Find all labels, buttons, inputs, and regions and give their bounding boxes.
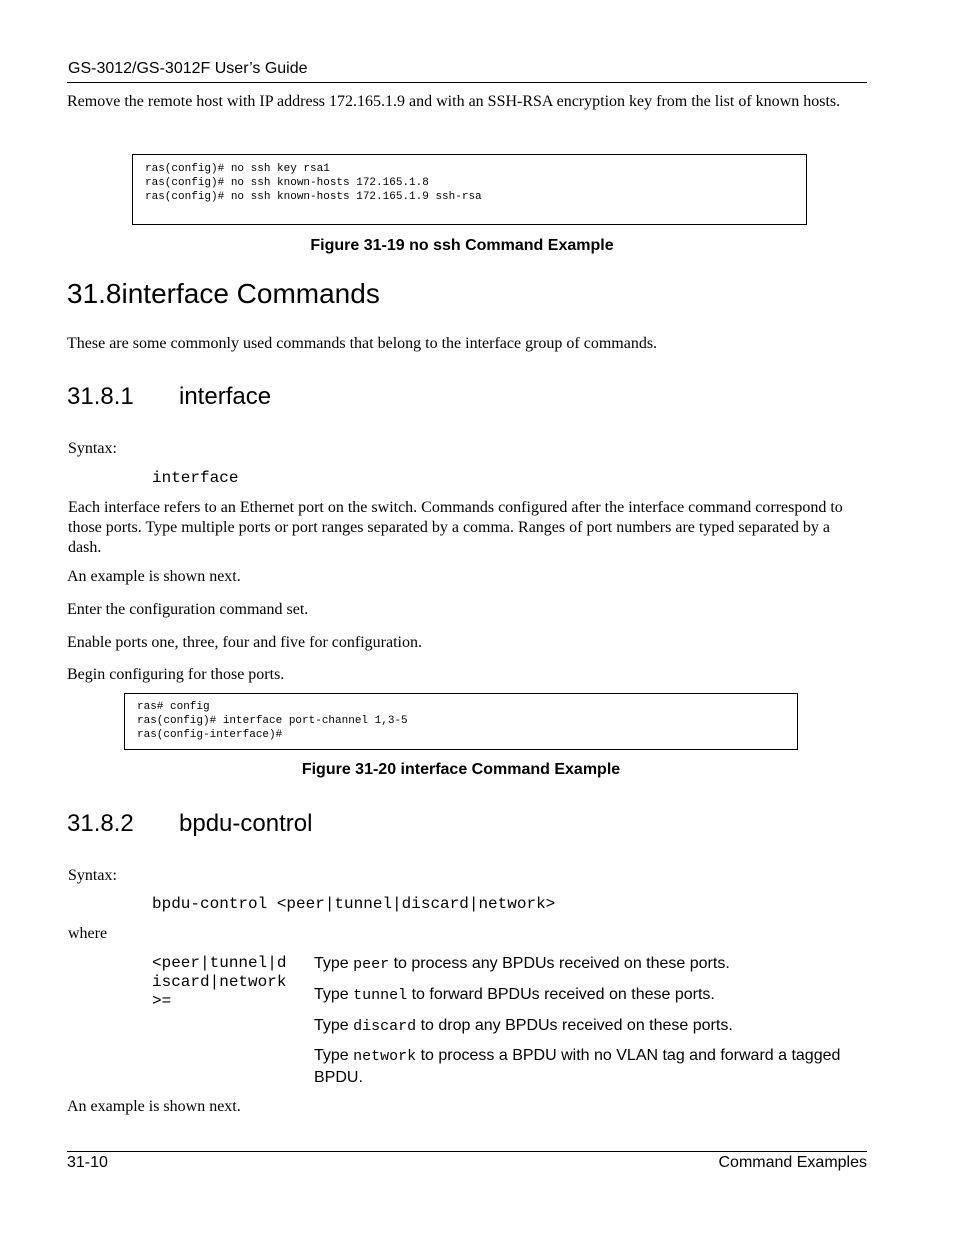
desc-text: to process any BPDUs received on these ports.	[389, 955, 730, 972]
code-line: ras(config)# no ssh key rsa1	[145, 163, 330, 175]
example-intro: An example is shown next.	[67, 568, 241, 585]
example-step: Begin configuring for those ports.	[67, 666, 285, 683]
desc-keyword: tunnel	[353, 987, 408, 1004]
desc-text: Type	[314, 955, 354, 972]
code-box-figure-20	[124, 693, 798, 750]
page-number: 31-10	[67, 1154, 108, 1171]
parameter-description-network	[314, 1045, 854, 1088]
section-31-8-heading: 31.8interface Commands	[67, 278, 380, 309]
parameter-name: iscard|network	[152, 973, 287, 991]
parameter-name: <peer|tunnel|d	[152, 954, 287, 972]
code-line: ras(config)# no ssh known-hosts 172.165.1.8	[145, 177, 429, 189]
footer-rule	[67, 1151, 867, 1152]
parameter-description-peer	[314, 953, 854, 975]
desc-keyword: discard	[353, 1018, 417, 1035]
section-31-8-intro: These are some commonly used commands that belong to the interface group of commands.	[67, 335, 658, 352]
example-intro: An example is shown next.	[67, 1098, 241, 1115]
figure-20-caption: Figure 31-20 interface Command Example	[301, 761, 621, 778]
code-box-figure-19	[132, 154, 807, 225]
desc-text: Type	[314, 1017, 354, 1034]
code-line: ras(config)# interface port-channel 1,3-5	[137, 715, 408, 727]
intro-paragraph: Remove the remote host with IP address 172.165.1.9 and with an SSH-RSA encryption key from the list of known hosts.	[67, 93, 841, 110]
code-line: ras(config-interface)#	[137, 729, 283, 741]
desc-text: Type	[314, 986, 354, 1003]
syntax-command: bpdu-control <peer|tunnel|discard|network>	[152, 895, 556, 913]
desc-text: to drop any BPDUs received on these ports.	[416, 1017, 733, 1034]
section-31-8-1-title: interface	[179, 383, 272, 410]
page-header-title: GS-3012/GS-3012F User’s Guide	[68, 60, 308, 77]
desc-text: Type	[314, 1047, 354, 1064]
interface-description: Each interface refers to an Ethernet port on the switch. Commands configured after the interface command correspond to those ports. Type multiple ports or port ranges separated by a comma. Ranges of port numbers are typed separated by a dash.	[68, 499, 843, 556]
section-31-8-2-title: bpdu-control	[179, 810, 313, 837]
header-rule	[67, 82, 867, 83]
example-step: Enter the configuration command set.	[67, 601, 309, 618]
desc-keyword: peer	[353, 956, 390, 973]
code-line: ras(config)# no ssh known-hosts 172.165.1.9 ssh-rsa	[145, 191, 482, 203]
desc-keyword: network	[353, 1048, 417, 1065]
parameter-name: >=	[152, 992, 172, 1010]
syntax-command: interface	[152, 469, 239, 487]
syntax-label: Syntax:	[68, 867, 117, 884]
code-line: ras# config	[137, 701, 210, 713]
figure-19-caption: Figure 31-19 no ssh Command Example	[310, 237, 614, 254]
section-31-8-2-number: 31.8.2	[67, 810, 134, 837]
where-label: where	[68, 925, 108, 942]
example-step: Enable ports one, three, four and five for configuration.	[67, 634, 422, 651]
parameter-description-tunnel	[314, 984, 854, 1006]
desc-text: to process a BPDU with no VLAN tag and forward a tagged BPDU.	[314, 1047, 841, 1086]
chapter-name: Command Examples	[718, 1154, 867, 1171]
parameter-description-discard	[314, 1015, 854, 1037]
desc-text: to forward BPDUs received on these ports.	[407, 986, 715, 1003]
section-31-8-1-number: 31.8.1	[67, 383, 134, 410]
syntax-label: Syntax:	[68, 440, 117, 457]
